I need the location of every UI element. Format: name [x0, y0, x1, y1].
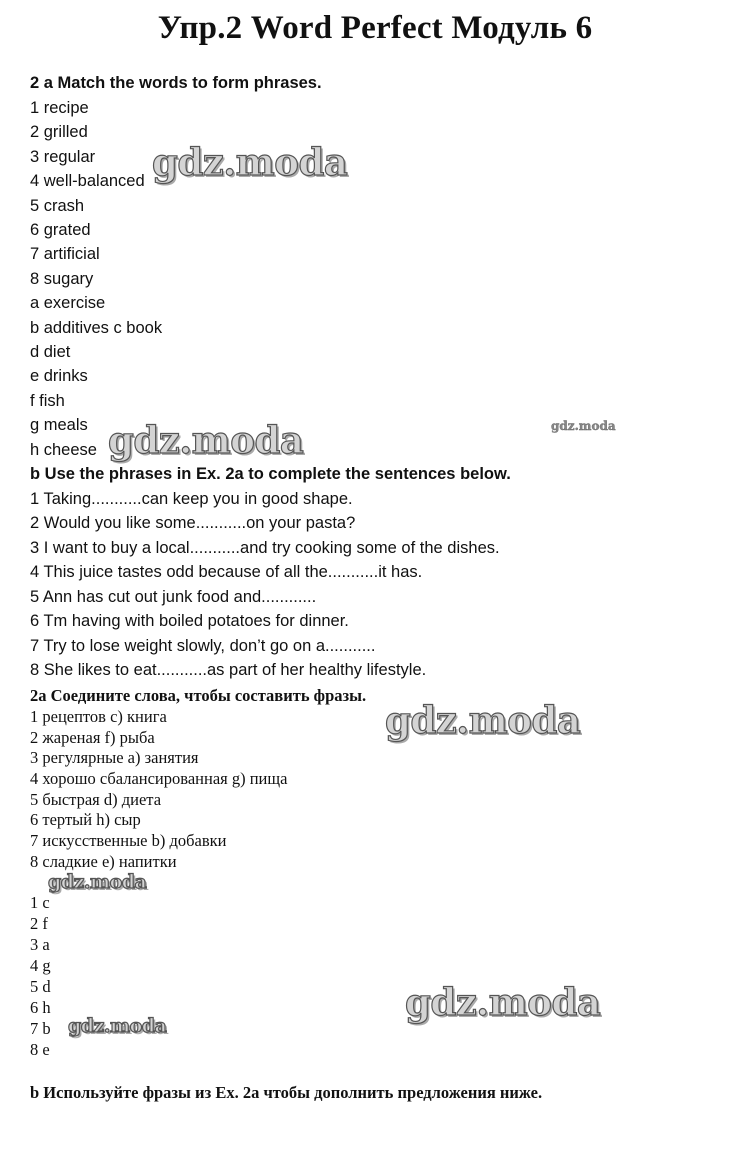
answer-item: 3 a: [30, 935, 50, 954]
answer-item: 8 e: [30, 1040, 50, 1059]
answer-item: 1 c: [30, 893, 50, 912]
watermark: gdz.moda: [68, 1015, 167, 1037]
answer-item: 2 f: [30, 914, 48, 933]
ex2b-sentence: 2 Would you like some...........on your pasta?: [30, 514, 356, 532]
ru2a-item: 3 регулярные а) занятия: [30, 748, 199, 767]
ru2a-item: 5 быстрая d) диета: [30, 790, 162, 809]
ex2a-item: g meals: [30, 416, 88, 434]
ex2b-sentence: 1 Taking...........can keep you in good shape.: [30, 490, 353, 508]
ru2a-item: 6 тертый h) сыр: [30, 810, 141, 829]
page-title: Упр.2 Word Perfect Модуль 6: [157, 10, 593, 46]
ex2b-sentence: 7 Try to lose weight slowly, don’t go on a...........: [30, 637, 376, 655]
ex2a-item: 2 grilled: [30, 123, 88, 141]
answer-item: 6 h: [30, 998, 51, 1017]
ex2a-item: b additives c book: [30, 319, 163, 337]
ex2a-item: 1 recipe: [30, 99, 89, 117]
ex2a-item: e drinks: [30, 367, 88, 385]
watermark: gdz.moda: [48, 871, 147, 893]
ex2a-item: f fish: [30, 392, 65, 410]
ex2a-item: d diet: [30, 343, 71, 361]
ex2a-item: a exercise: [30, 294, 106, 312]
ex2a-item: h cheese: [30, 441, 97, 459]
watermark: gdz.moda: [108, 418, 304, 462]
ru2a-item: 4 хорошо сбалансированная g) пища: [30, 769, 288, 788]
answer-item: 4 g: [30, 956, 51, 975]
watermark: gdz.moda: [152, 140, 348, 184]
ex2b-sentence: 5 Ann has cut out junk food and............: [30, 588, 317, 606]
ex2a-item: 4 well-balanced: [30, 172, 145, 190]
answer-item: 7 b: [30, 1019, 51, 1038]
watermark: gdz.moda: [385, 698, 581, 742]
ru2a-item: 2 жареная f) рыба: [30, 728, 155, 747]
ru2a-item: 7 искусственные b) добавки: [30, 831, 227, 850]
ex2b-sentence: 4 This juice tastes odd because of all the...........it has.: [30, 563, 423, 581]
ex2a-item: 3 regular: [30, 148, 96, 166]
ru2a-item: 8 сладкие е) напитки: [30, 852, 177, 871]
ex2a-item: 5 crash: [30, 197, 85, 215]
ex2b-heading: b Use the phrases in Ex. 2a to complete the sentences below.: [30, 465, 511, 483]
ru2a-item: 1 рецептов с) книга: [30, 707, 167, 726]
ex2a-item: 6 grated: [30, 221, 91, 239]
ex2b-sentence: 8 She likes to eat...........as part of her healthy lifestyle.: [30, 661, 427, 679]
ex2b-sentence: 3 I want to buy a local...........and try cooking some of the dishes.: [30, 539, 500, 557]
ru2b-heading: b Используйте фразы из Ex. 2а чтобы дополнить предложения ниже.: [30, 1083, 543, 1102]
ex2a-item: 7 artificial: [30, 245, 100, 263]
answer-item: 5 d: [30, 977, 51, 996]
watermark: gdz.moda: [551, 419, 616, 433]
ru2a-heading: 2a Соедините слова, чтобы составить фразы.: [30, 686, 367, 705]
ex2b-sentence: 6 Tm having with boiled potatoes for dinner.: [30, 612, 349, 630]
ex2a-heading: 2 a Match the words to form phrases.: [30, 74, 322, 92]
watermark: gdz.moda: [405, 980, 601, 1024]
ex2a-item: 8 sugary: [30, 270, 94, 288]
